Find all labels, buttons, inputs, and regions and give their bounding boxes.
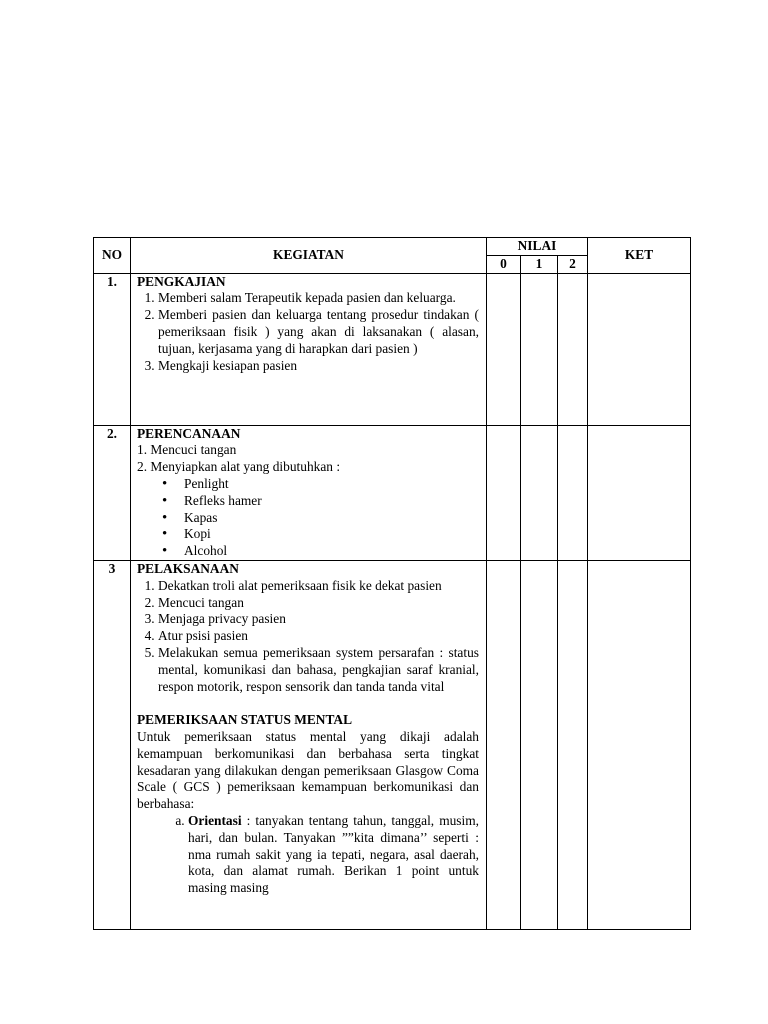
list-item: 4. Atur psisi pasien (158, 628, 479, 645)
row-content (131, 273, 487, 425)
header-nilai-0: 0 (487, 255, 521, 273)
numbered-list (137, 578, 479, 696)
row-number: 3 (94, 560, 131, 929)
section-title: PENGKAJIAN (137, 273, 226, 289)
section-title: PERENCANAAN (137, 425, 241, 441)
bullet-item: • Kapas (184, 510, 479, 527)
alpha-list (137, 813, 479, 897)
list-item: 3. Mengkaji kesiapan pasien (158, 358, 479, 375)
list-item: 5. Melakukan semua pemeriksaan system persarafan : status mental, komunikasi dan bahasa, pengkajian saraf kranial, respon motorik, respon sensorik dan tanda tanda vital (158, 645, 479, 695)
score-2-cell (558, 273, 588, 425)
ket-cell (588, 273, 691, 425)
header-no: NO (94, 238, 131, 274)
list-item: 3. Menjaga privacy pasien (158, 611, 479, 628)
score-0-cell (487, 560, 521, 929)
score-0-cell (487, 425, 521, 560)
table-row (94, 273, 691, 425)
score-2-cell (558, 425, 588, 560)
list-item: 1. Memberi salam Terapeutik kepada pasien dan keluarga. (158, 290, 479, 307)
item-text: : tanyakan tentang tahun, tanggal, musim, hari, dan bulan. Tanyakan ””kita dimana’’ seperti : nma rumah sakit yang ia tepati, negara, asal daerah, kota, dan alamat rumah. Berikan 1 point untuk masing masing (188, 812, 479, 896)
list-item: 1. Dekatkan troli alat pemeriksaan fisik ke dekat pasien (158, 578, 479, 595)
score-0-cell (487, 273, 521, 425)
row-content (131, 560, 487, 929)
header-ket: KET (588, 238, 691, 274)
score-1-cell (521, 273, 558, 425)
list-item: 2. Mencuci tangan (158, 595, 479, 612)
subsection-title: PEMERIKSAAN STATUS MENTAL (137, 712, 353, 728)
row-number: 2. (94, 425, 131, 560)
row-number: 1. (94, 273, 131, 425)
item-label: Orientasi (188, 812, 242, 828)
bullet-item: • Penlight (184, 476, 479, 493)
list-item: 2. Menyiapkan alat yang dibutuhkan : (137, 459, 341, 475)
table-row (94, 560, 691, 929)
list-item: 2. Memberi pasien dan keluarga tentang prosedur tindakan ( pemeriksaan fisik ) yang akan di laksanakan ( alasan, tujuan, kerjasama yang di harapkan dari pasien ) (158, 307, 479, 357)
ket-cell (588, 560, 691, 929)
list-item (188, 813, 479, 897)
header-kegiatan: KEGIATAN (131, 238, 487, 274)
table-row (94, 425, 691, 560)
row-content (131, 425, 487, 560)
assessment-table (93, 237, 691, 930)
header-nilai-1: 1 (521, 255, 558, 273)
header-nilai: NILAI (487, 238, 588, 256)
score-1-cell (521, 560, 558, 929)
bullet-item: • Alcohol (184, 543, 479, 560)
score-1-cell (521, 425, 558, 560)
numbered-list (137, 290, 479, 374)
list-item: 1. Mencuci tangan (137, 442, 237, 458)
bullet-item: • Kopi (184, 526, 479, 543)
bullet-list (137, 476, 479, 560)
section-title: PELAKSANAAN (137, 560, 239, 576)
ket-cell (588, 425, 691, 560)
score-2-cell (558, 560, 588, 929)
bullet-item: • Refleks hamer (184, 493, 479, 510)
header-nilai-2: 2 (558, 255, 588, 273)
paragraph: Untuk pemeriksaan status mental yang dikaji adalah kemampuan berkomunikasi dan berbahasa serta tingkat kesadaran yang dilakukan dengan pemeriksaan Glasgow Coma Scale ( GCS ) pemeriksaan kemampuan berkomunikasi dan berbahasa: (137, 728, 479, 812)
